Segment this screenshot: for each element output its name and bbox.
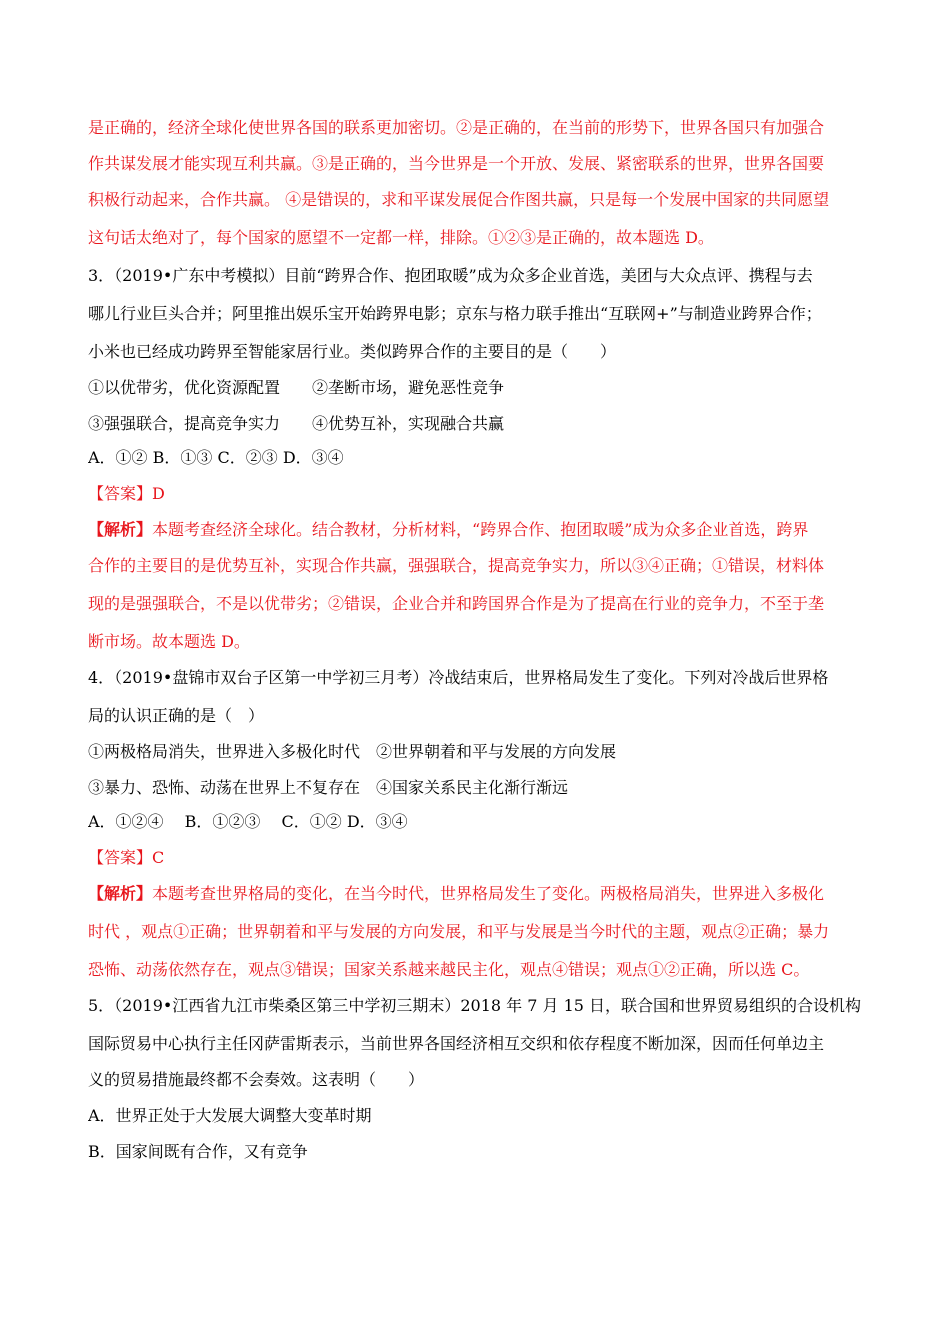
explanation-line: 积极行动起来，合作共赢。 ④是错误的，求和平谋发展促合作图共赢，只是每一个发展中国家的共同愿望 (88, 190, 830, 209)
explanation-line: 现的是强强联合，不是以优带劣；②错误，企业合并和跨国界合作是为了提高在行业的竞争力，不至于垄 (88, 594, 825, 613)
question-4-choices: A．①②④ B．①②③ C．①② D．③④ (88, 812, 408, 831)
question-5-stem: 5．（2019•江西省九江市柴桑区第三中学初三期末）2018 年 7 月 15 日，联合国和世界贸易组织的合设机构 (88, 996, 862, 1015)
question-4-answer: 【答案】C (88, 848, 165, 867)
question-3-stem: 3．（2019•广东中考模拟）目前“跨界合作、抱团取暖”成为众多企业首选，美团与大众点评、携程与去 (88, 266, 813, 285)
question-4-stem: 4．（2019•盘锦市双台子区第一中学初三月考）冷战结束后，世界格局发生了变化。下列对冷战后世界格 (88, 668, 829, 687)
question-5-option-a: A．世界正处于大发展大调整大变革时期 (88, 1106, 372, 1125)
question-5-stem: 国际贸易中心执行主任冈萨雷斯表示，当前世界各国经济相互交织和依存程度不断加深，因而任何单边主 (88, 1034, 825, 1053)
question-3-choices: A．①② B．①③ C．②③ D．③④ (88, 448, 344, 467)
explanation-text: 本题考查世界格局的变化，在当今时代，世界格局发生了变化。两极格局消失，世界进入多极化 (152, 884, 825, 903)
question-3-option: ①以优带劣，优化资源配置 ②垄断市场，避免恶性竞争 (88, 378, 505, 397)
question-5-option-b: B．国家间既有合作，又有竞争 (88, 1142, 308, 1161)
explanation-label: 【解析】 (88, 884, 153, 903)
explanation-line: 作共谋发展才能实现互利共赢。③是正确的，当今世界是一个开放、发展、紧密联系的世界，世界各国要 (88, 154, 825, 173)
explanation-line: 断市场。故本题选 D。 (88, 632, 250, 651)
question-4-explanation (88, 884, 868, 904)
explanation-line: 时代 ，观点①正确；世界朝着和平与发展的方向发展，和平与发展是当今时代的主题，观点②正确；暴力 (88, 922, 830, 941)
question-3-answer: 【答案】D (88, 484, 165, 503)
explanation-line: 合作的主要目的是优势互补，实现合作共赢，强强联合，提高竞争实力，所以③④正确；①错误，材料体 (88, 556, 825, 575)
question-3-explanation (88, 520, 868, 540)
explanation-label: 【解析】 (88, 520, 153, 539)
question-3-stem: 小米也已经成功跨界至智能家居行业。类似跨界合作的主要目的是（ ） (88, 342, 617, 361)
explanation-line: 这句话太绝对了，每个国家的愿望不一定都一样，排除。①②③是正确的，故本题选 D。 (88, 228, 714, 247)
question-3-option: ③强强联合，提高竞争实力 ④优势互补，实现融合共赢 (88, 414, 505, 433)
question-4-stem: 局的认识正确的是（ ） (88, 706, 265, 725)
question-3-stem: 哪儿行业巨头合并；阿里推出娱乐宝开始跨界电影；京东与格力联手推出“互联网+”与制造业跨界合作； (88, 304, 822, 323)
question-4-option: ③暴力、恐怖、动荡在世界上不复存在 ④国家关系民主化渐行渐远 (88, 778, 569, 797)
explanation-line: 是正确的，经济全球化使世界各国的联系更加密切。②是正确的，在当前的形势下，世界各国只有加强合 (88, 118, 825, 137)
question-4-option: ①两极格局消失，世界进入多极化时代 ②世界朝着和平与发展的方向发展 (88, 742, 617, 761)
explanation-text: 本题考查经济全球化。结合教材，分析材料，“跨界合作、抱团取暖”成为众多企业首选，跨界 (152, 520, 809, 539)
question-5-stem: 义的贸易措施最终都不会奏效。这表明（ ） (88, 1070, 425, 1089)
explanation-line: 恐怖、动荡依然存在，观点③错误；国家关系越来越民主化，观点④错误；观点①②正确，所以选 C。 (88, 960, 810, 979)
